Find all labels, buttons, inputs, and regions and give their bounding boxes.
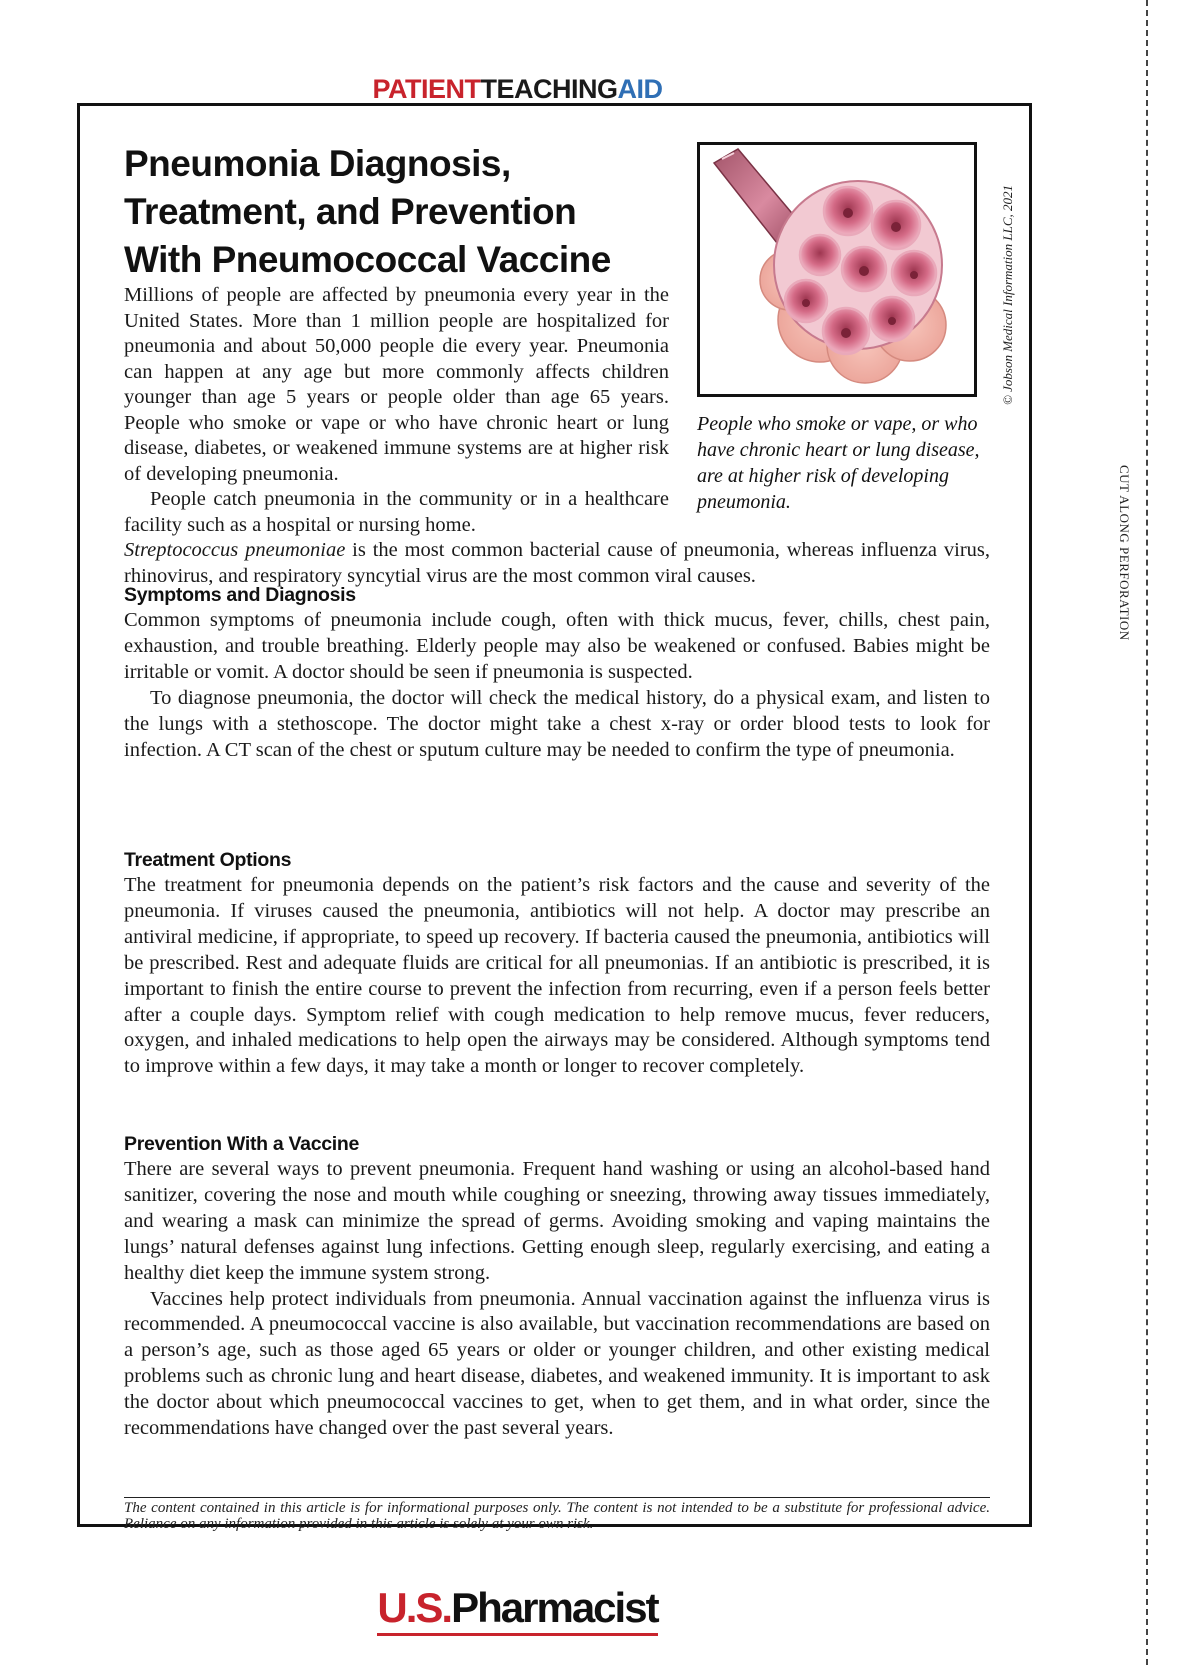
logo-wordmark (377, 1585, 657, 1636)
section-prevention-vaccine (124, 1131, 990, 1442)
perforation-line (1146, 0, 1148, 1665)
species-name: Streptococcus pneumoniae (124, 539, 346, 561)
figure-caption: People who smoke or vape, or who have chronic heart or lung disease, are at higher risk of developing pneumonia. (697, 413, 980, 513)
figure-copyright: © Jobson Medical Information LLC, 2021 (1000, 184, 1015, 405)
header-patient: PATIENT (372, 74, 481, 104)
intro-p1-text: Millions of people are affected by pneumonia every year in the United States. More than 1 million people are hospitalized for pneumonia and about 50,000 people die every year. Pneumonia can happen at any age but more commonly affects children younger than age 5 years or people older than age 65 years. People who smoke or vape or who have chronic heart or lung disease, diabetes, or weakened immune systems are at higher risk of developing pneumonia. (124, 284, 669, 485)
disclaimer-text: The content contained in this article is for informational purposes only. The content is not intended to be a substitute for professional advice. Reliance on any information provided in this article is solely at your own risk. (124, 1500, 990, 1532)
intro-p2-start: People catch pneumonia in the community or in a healthcare facility such as a hospital or nursing home. (124, 488, 669, 536)
article-title (124, 140, 644, 284)
prevention-paragraph-1: There are several ways to prevent pneumonia. Frequent hand washing or using an alcohol-based hand sanitizer, covering the nose and mouth while coughing or sneezing, throwing away tissues immediately, and wearing a mask can minimize the spread of germs. Avoiding smoking and vaping maintains the lungs’ natural defenses against lung infections. Getting enough sleep, regularly exercising, and eating a healthy diet keep the immune system strong. (124, 1158, 990, 1284)
header-teaching: TEACHING (480, 74, 618, 104)
title-line-2: Treatment, and Prevention (124, 191, 577, 232)
treatment-paragraph-1: The treatment for pneumonia depends on the patient’s risk factors and the cause and severity of the pneumonia. If viruses caused the pneumonia, antibiotics will not help. A doctor may prescribe an antiviral medicine, if appropriate, to speed up recovery. If bacteria caused the pneumonia, antibiotics will be prescribed. Rest and adequate fluids are critical for all pneumonias. If an antibiotic is prescribed, it is important to finish the entire course to prevent the infection from recurring, even if a person feels better after a couple days. Symptom relief with cough medication to help remove mucus, fever reducers, oxygen, and inhaled medications to help open the airways may be considered. Although symptoms tend to improve within a few days, it may take a month or longer to recover completely. (124, 874, 990, 1078)
disclaimer-divider (124, 1497, 990, 1498)
symptoms-paragraph-1: Common symptoms of pneumonia include cough, often with thick mucus, fever, chills, chest pain, exhaustion, and trouble breathing. Elderly people may also be weakened or confused. Babies might be irritable or vomit. A doctor should be seen if pneumonia is suspected. (124, 609, 990, 683)
intro-paragraph-1 (124, 283, 669, 538)
header-aid: AID (617, 74, 663, 104)
us-pharmacist-logo (0, 1585, 1035, 1636)
symptoms-paragraph-2: To diagnose pneumonia, the doctor will check the medical history, do a physical exam, and listen to the lungs with a stethoscope. The doctor might take a chest x-ray or order blood tests to look for infection. A CT scan of the chest or sputum culture may be needed to confirm the type of pneumonia. (124, 686, 990, 761)
alveoli-illustration (697, 142, 977, 397)
alveoli-illustration-icon (700, 145, 974, 394)
section-symptoms-diagnosis (124, 582, 990, 763)
section-heading-prevention: Prevention With a Vaccine (124, 1133, 360, 1155)
patient-teaching-aid-header (0, 74, 1035, 104)
section-treatment-options (124, 847, 990, 1080)
title-line-3: With Pneumococcal Vaccine (124, 239, 611, 280)
logo-us: U.S. (377, 1584, 452, 1631)
intro-p2-rest: is the most common bacterial cause of pneumonia, whereas influenza virus, rhinovirus, and respiratory syncytial virus are the most common viral causes. (124, 539, 990, 587)
prevention-paragraph-2: Vaccines help protect individuals from pneumonia. Annual vaccination against the influenza virus is recommended. A pneumococcal vaccine is also available, but vaccination recommendations are based on a person’s age, such as those aged 65 years or older or younger children, and other existing medical problems such as chronic lung and heart disease, diabetes, and weakened immunity. It is important to ask the doctor about which pneumococcal vaccines to get, when to get them, and in what order, since the recommendations have changed over the past several years. (124, 1287, 990, 1440)
title-line-1: Pneumonia Diagnosis, (124, 143, 511, 184)
cut-along-perforation-label: CUT ALONG PERFORATION (1117, 465, 1132, 641)
section-heading-treatment: Treatment Options (124, 849, 292, 871)
logo-pharmacist: Pharmacist (451, 1584, 658, 1631)
section-heading-symptoms: Symptoms and Diagnosis (124, 584, 356, 606)
